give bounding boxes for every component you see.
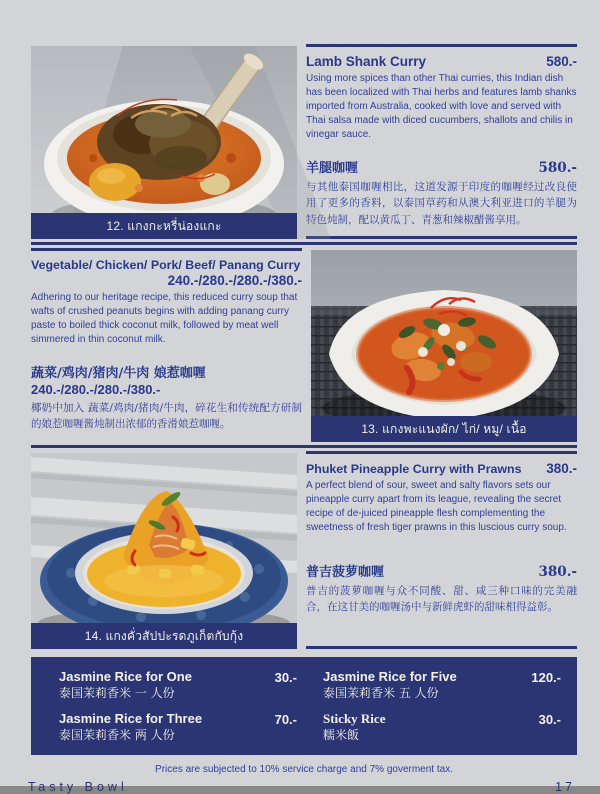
dish-photo-panang [311, 250, 577, 442]
dish-desc-zh: 椰奶中加入 蔬菜/鸡肉/猪肉/牛肉，碎花生和传统配方研制的娘惹咖喱酱炖制出浓郁的香滑娘惹咖喱。 [31, 402, 302, 431]
rice-name-zh: 泰国茉莉香米 一 人份 [59, 685, 175, 700]
menu-section-panang [31, 248, 577, 442]
dish-photo-pineapple [31, 453, 297, 649]
photo-caption-13: 13. แกงพะแนงผัก/ ไก่/ หมู/ เนื้อ [311, 416, 577, 442]
dish-desc-en: Using more spices than other Thai curries, this Indian dish has been localized with Thai herbs and features lamb shanks imported from Australia, cooked with love and served with Thai salsa made with diced cucumbers, shallots and chilis in vinegar sauce. [306, 73, 577, 140]
brand-name: Tasty Bowl [28, 780, 128, 794]
dish-desc-en: A perfect blend of sour, sweet and salty flavors sets our pineapple curry apart from its league, revealing the secret recipe of de-juiced pineapple flesh complementing the sweetness of fresh tiger prawns in this luscious curry soup. [306, 480, 567, 533]
dish-price-zh: 380.- [538, 564, 577, 580]
panang-curry-illustration [311, 250, 577, 442]
dish-text-pineapple [306, 451, 577, 649]
photo-caption-14: 14. แกงคั่วสัปปะรดภูเก็ตกับกุ้ง [31, 623, 297, 649]
section-divider [31, 445, 577, 448]
dish-text-lamb-shank [306, 44, 577, 239]
menu-section-pineapple [31, 451, 577, 649]
tax-note: Prices are subjected to 10% service charge and 7% goverment tax. [155, 764, 453, 776]
dish-price-en: 580.- [546, 54, 577, 69]
dish-title-zh: 蔬菜/鸡肉/猪肉/牛肉 娘惹咖喱 [31, 366, 206, 381]
dish-title-zh: 普吉菠萝咖喱 [306, 565, 385, 580]
rice-name-zh: 糯米飯 [323, 728, 360, 743]
dish-title-zh: 羊腿咖喱 [306, 161, 359, 176]
photo-caption-12: 12. แกงกะหรี่น่องแกะ [31, 213, 297, 239]
dish-photo-lamb-shank [31, 46, 297, 239]
page-number: 17 [555, 780, 575, 794]
dish-title-en: Vegetable/ Chicken/ Pork/ Beef/ Panang Curry [31, 258, 301, 272]
rice-name-zh: 泰国茉莉香米 两 人份 [59, 728, 175, 743]
rice-name-en: Jasmine Rice for One [59, 669, 192, 684]
dish-title-en: Lamb Shank Curry [306, 54, 427, 69]
dish-text-panang [31, 248, 302, 442]
rice-price-table [31, 657, 577, 755]
rice-item-jasmine-one [59, 670, 297, 701]
dish-price-en: 240.-/280.-/280.-/380.- [167, 273, 302, 288]
dish-desc-zh: 与其他泰国咖喱相比，这道发源于印度的咖喱经过改良使用了更多的香料，以泰国草药和从澳大利亚进口的羊腿为特色炖制，配以黄瓜丁、青葱和辣椒醋酱享用。 [306, 181, 577, 226]
rice-price: 120.- [531, 670, 561, 685]
rice-price: 30.- [538, 712, 561, 728]
menu-section-lamb-shank [31, 44, 577, 239]
rice-name-en: Jasmine Rice for Five [323, 669, 457, 684]
rice-price: 70.- [274, 712, 297, 728]
rice-item-jasmine-three [59, 712, 297, 743]
lamb-shank-curry-illustration [31, 46, 297, 239]
page-footer [0, 775, 600, 794]
dish-price-zh: 240.-/280.-/280.-/380.- [31, 382, 161, 397]
dish-desc-zh: 普吉的菠萝咖喱与众不同酸、甜、咸三种口味的完美融合，在这甘美的咖喱汤中与新鲜虎虾的甜味相得益彰。 [306, 585, 577, 614]
rice-name-en: Sticky Rice [323, 711, 386, 727]
section-divider [31, 242, 577, 245]
rice-name-zh: 泰国茉莉香米 五 人份 [323, 685, 439, 700]
dish-price-zh: 580.- [538, 160, 577, 176]
rice-item-sticky-rice [323, 712, 561, 743]
rice-name-en: Jasmine Rice for Three [59, 711, 203, 727]
dish-price-en: 380.- [546, 461, 577, 476]
rice-price: 30.- [274, 670, 297, 685]
rice-item-jasmine-five [323, 670, 561, 701]
dish-title-en: Phuket Pineapple Curry with Prawns [306, 462, 522, 476]
pineapple-curry-illustration [31, 453, 297, 649]
dish-desc-en: Adhering to our heritage recipe, this reduced curry soup that wafts of crushed peanuts begins with adding panang curry paste to boiled thick coconut milk, followed by meat well simmered in thin coconut milk. [31, 292, 298, 345]
